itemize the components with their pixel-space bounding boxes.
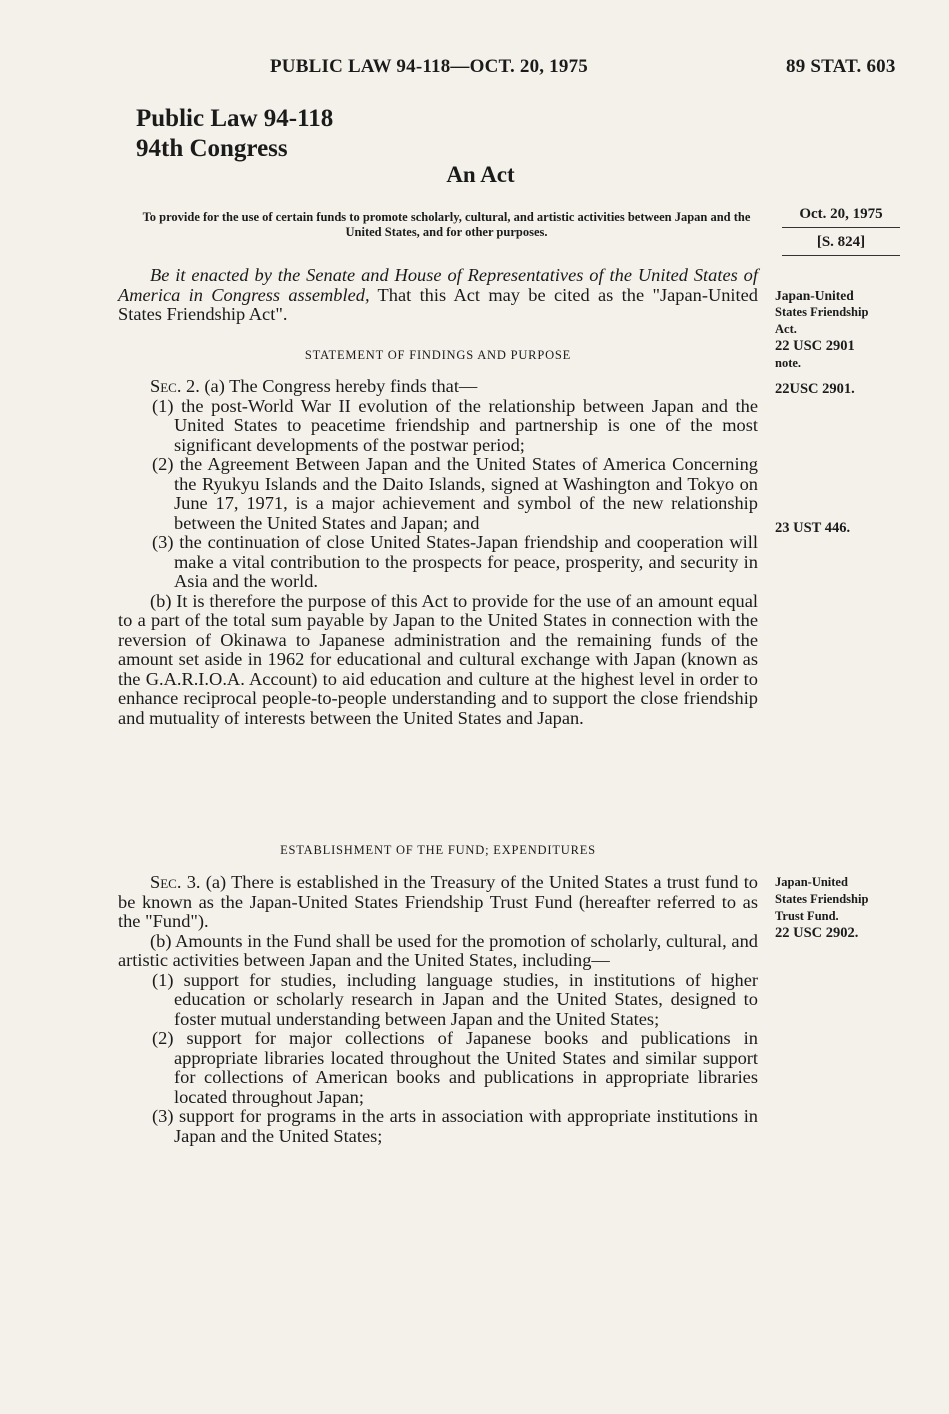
margin-note-usc-2901: 22USC 2901. xyxy=(775,381,855,397)
approval-date: Oct. 20, 1975 xyxy=(782,206,900,228)
finding-2: (2) the Agreement Between Japan and the United States of America Concerning the Ryukyu Islands and the Daito Islands, signed at Washington and Tokyo on June 17, 1971, is a major achievement and symbol of the new relationship between the United States and Japan; and xyxy=(152,454,758,533)
section-2-intro: (a) The Congress hereby finds that— xyxy=(199,376,478,396)
approval-date-box xyxy=(782,206,900,256)
section-3-label: Sec. 3. xyxy=(150,872,201,892)
enacting-clause xyxy=(118,266,758,325)
congress-number: 94th Congress xyxy=(136,135,288,162)
section-heading-fund: ESTABLISHMENT OF THE FUND; EXPENDITURES xyxy=(280,843,596,857)
section-3-b-intro: (b) Amounts in the Fund shall be used for the promotion of scholarly, cultural, and artistic activities between Japan and the United States, including— xyxy=(118,930,758,970)
section-3 xyxy=(118,873,758,1146)
bill-number: [S. 824] xyxy=(782,228,900,256)
section-2-label: Sec. 2. xyxy=(150,376,200,396)
margin-note-short-title: Japan-United States Friendship Act. 22 USC 2901 note. xyxy=(775,288,869,370)
public-law-number: Public Law 94-118 xyxy=(136,105,334,132)
finding-1: (1) the post-World War II evolution of the relationship between Japan and the United States to peacetime friendship and partnership is one of the most significant developments of the postwar period; xyxy=(152,395,758,455)
statute-page-number: 89 STAT. 603 xyxy=(786,56,896,77)
purpose-paragraph-b: (b) It is therefore the purpose of this Act to provide for the use of an amount equal to a part of the total sum payable by Japan to the United States in connection with the reversion of Okinawa to Japanese administration and the remaining funds of the amount set aside in 1962 for educational and cultural exchange with Japan (known as the G.A.R.I.O.A. Account) to aid education and culture at the highest level in order to enhance reciprocal people-to-people understanding and to support the close friendship and mutuality of interests between the United States and Japan. xyxy=(118,590,758,728)
fund-use-3: (3) support for programs in the arts in association with appropriate institutions in Japan and the United States; xyxy=(152,1106,758,1146)
act-purpose: To provide for the use of certain funds to promote scholarly, cultural, and artistic activities between Japan and the United States, and for other purposes. xyxy=(142,210,751,239)
margin-note-trust-fund: Japan-United States Friendship Trust Fund. 22 USC 2902. xyxy=(775,875,869,941)
fund-use-1: (1) support for studies, including language studies, in institutions of higher education or scholarly research in Japan and the United States, designed to foster mutual understanding between Japan and the United States; xyxy=(152,969,758,1029)
section-3-a: (a) There is established in the Treasury of the United States a trust fund to be known as the Japan-United States Friendship Trust Fund (hereafter referred to as the "Fund"). xyxy=(118,872,758,931)
section-heading-findings: STATEMENT OF FINDINGS AND PURPOSE xyxy=(304,348,572,362)
enacting-formula: Be it enacted by the Senate and House of Representatives of the United States of America in Congress assembled, xyxy=(118,265,758,305)
margin-note-ust: 23 UST 446. xyxy=(775,520,851,536)
act-title: An Act xyxy=(446,162,515,187)
law-identifier xyxy=(136,104,333,164)
fund-use-2: (2) support for major collections of Japanese books and publications in appropriate libraries located throughout the United States and similar support for collections of American books and publications in appropriate libraries located throughout Japan; xyxy=(152,1028,758,1107)
section-2 xyxy=(118,377,758,728)
running-header: PUBLIC LAW 94-118—OCT. 20, 1975 xyxy=(270,56,588,77)
finding-3: (3) the continuation of close United States-Japan friendship and cooperation will make a vital contribution to the prospects for peace, prosperity, and security in Asia and the world. xyxy=(152,532,758,591)
short-title-clause: That this Act may be cited as the "Japan-United States Friendship Act". xyxy=(118,284,758,324)
